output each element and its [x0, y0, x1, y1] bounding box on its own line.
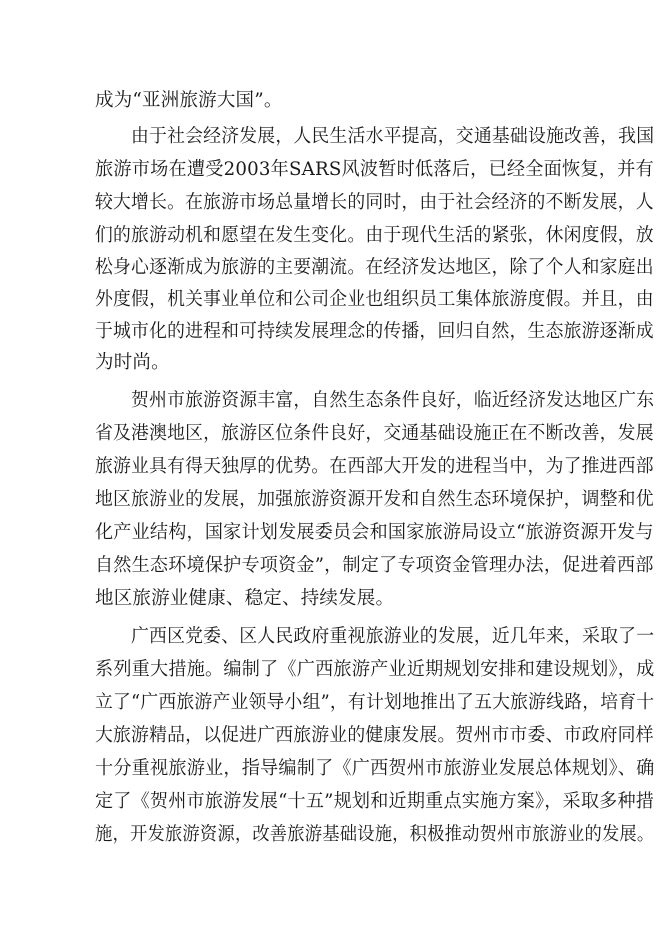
text-line: 贺州市旅游资源丰富，自然生态条件良好，临近经济发达地区广东	[131, 390, 655, 411]
text-line: 由于社会经济发展，人民生活水平提高，交通基础设施改善，我国	[131, 126, 655, 147]
text-line: 为时尚。	[95, 352, 170, 373]
text-line: 定了《贺州市旅游发展“十五”规划和近期重点实施方案》，采取多种措	[95, 791, 655, 812]
text-line: 广西区党委、区人民政府重视旅游业的发展，近几年来，采取了一	[131, 626, 655, 647]
text-line: 较大增长。在旅游市场总量增长的同时，由于社会经济的不断发展，人	[95, 192, 654, 213]
text-line: 于城市化的进程和可持续发展理念的传播，回归自然，生态旅游逐渐成	[95, 321, 654, 342]
text-line: 施，开发旅游资源，改善旅游基础设施，积极推动贺州市旅游业的发展。	[95, 824, 655, 845]
text-line: 旅游业具有得天独厚的优势。在西部大开发的进程当中，为了推进西部	[95, 456, 654, 477]
text-line: 省及港澳地区，旅游区位条件良好，交通基础设施正在不断改善，发展	[95, 423, 654, 444]
text-line: 立了“广西旅游产业领导小组”，有计划地推出了五大旅游线路，培育十	[95, 692, 655, 713]
text-line: 地区旅游业健康、稳定、持续发展。	[95, 588, 395, 609]
text-line: 们的旅游动机和愿望在发生变化。由于现代生活的紧张，休闲度假，放	[95, 225, 654, 246]
text-line: 大旅游精品，以促进广西旅游业的健康发展。贺州市市委、市政府同样	[95, 725, 654, 746]
text-line: 地区旅游业的发展，加强旅游资源开发和自然生态环境保护，调整和优	[95, 489, 654, 510]
text-line: 系列重大措施。编制了《广西旅游产业近期规划安排和建设规划》，成	[95, 659, 655, 680]
text-line: 自然生态环境保护专项资金”，制定了专项资金管理办法，促进着西部	[95, 555, 654, 576]
text-line: 松身心逐渐成为旅游的主要潮流。在经济发达地区，除了个人和家庭出	[95, 257, 654, 278]
text-line: 成为“亚洲旅游大国”。	[95, 90, 283, 111]
text-line: 外度假，机关事业单位和公司企业也组织员工集体旅游度假。并且，由	[95, 289, 654, 310]
text-line: 化产业结构，国家计划发展委员会和国家旅游局设立“旅游资源开发与	[95, 522, 654, 543]
text-line: 十分重视旅游业，指导编制了《广西贺州市旅游业发展总体规划》、确	[95, 758, 655, 779]
text-line: 旅游市场在遭受2003年SARS风波暂时低落后，已经全面恢复，并有	[95, 159, 654, 180]
